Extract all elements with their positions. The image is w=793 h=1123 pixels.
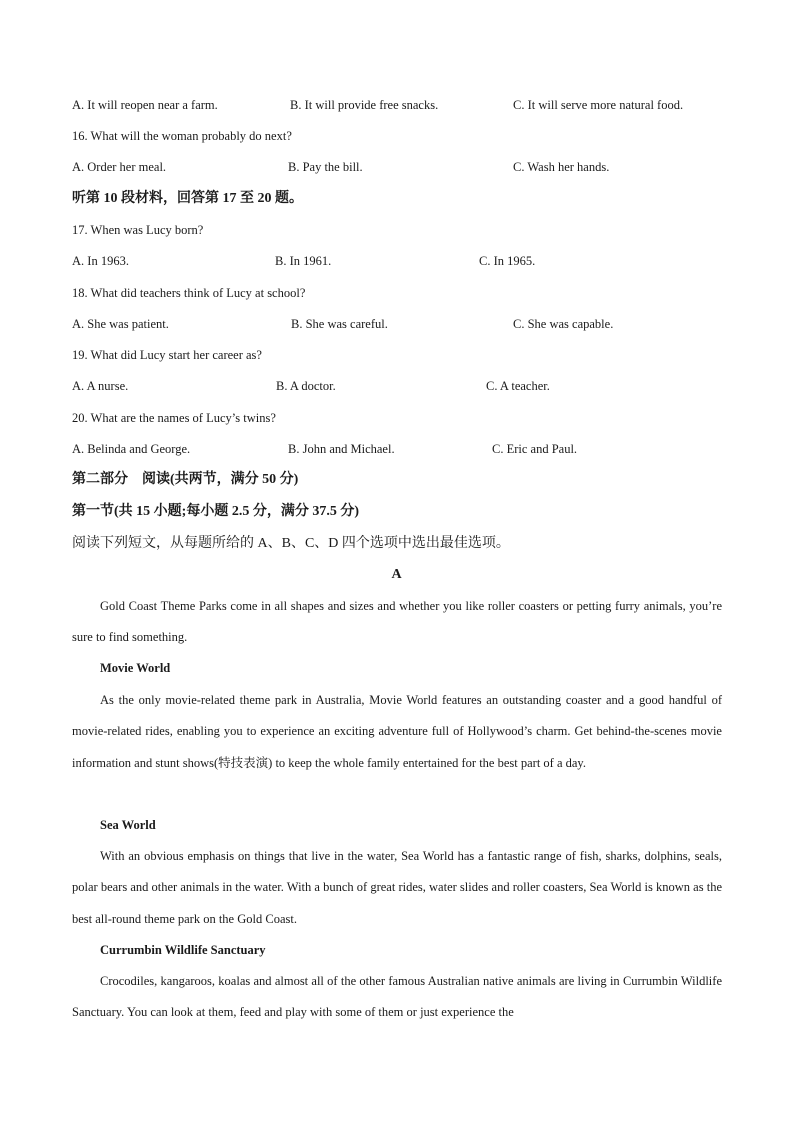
intro-paragraph: Gold Coast Theme Parks come in all shapes and sizes and whether you like roller coasters or petting furry animals, you’re sure to find something. <box>72 599 722 645</box>
q18-question: 18. What did teachers think of Lucy at school? <box>72 286 306 300</box>
q18-option-c: C. She was capable. <box>513 317 614 331</box>
reading-instruction: 阅读下列短文，从每题所给的 A、B、C、D 四个选项中选出最佳选项。 <box>72 536 510 551</box>
passage-label: A <box>391 567 402 582</box>
q17-option-c: C. In 1965. <box>479 254 536 268</box>
section1-heading: 第一节(共 15 小题;每小题 2.5 分，满分 37.5 分) <box>72 504 359 519</box>
movie-world-paragraph: As the only movie-related theme park in Australia, Movie World features an outstanding coaster and a good handful of movie-related rides, enabling you to experience an exciting adventure full of Hollywood’s charm. Get behind-the-scenes movie information and stunt shows(特技表演) to keep the whole family entertained for the best part of a day. <box>72 693 722 770</box>
q20-option-b: B. John and Michael. <box>288 442 395 456</box>
part2-heading: 第二部分 阅读(共两节，满分 50 分) <box>72 472 299 487</box>
q17-question: 17. When was Lucy born? <box>72 223 204 237</box>
q16-option-a: A. Order her meal. <box>72 160 167 174</box>
sea-world-paragraph: With an obvious emphasis on things that live in the water, Sea World has a fantastic range of fish, sharks, dolphins, seals, polar bears and other animals in the water. With a bunch of great rides, water slides and roller coasters, Sea World is known as the best all-round theme park on the Gold Coast. <box>72 849 722 926</box>
q17-option-a: A. In 1963. <box>72 254 129 268</box>
q16-question: 16. What will the woman probably do next? <box>72 129 292 143</box>
q20-option-c: C. Eric and Paul. <box>492 442 578 456</box>
q18-option-a: A. She was patient. <box>72 317 169 331</box>
q20-option-a: A. Belinda and George. <box>72 442 191 456</box>
sea-world-heading: Sea World <box>100 818 156 832</box>
q19-option-c: C. A teacher. <box>486 379 550 393</box>
q15-option-b: B. It will provide free snacks. <box>290 98 439 112</box>
q20-question: 20. What are the names of Lucy’s twins? <box>72 411 276 425</box>
movie-world-heading: Movie World <box>100 661 171 675</box>
currumbin-paragraph: Crocodiles, kangaroos, koalas and almost all of the other famous Australian native animals are living in Currumbin Wildlife Sanctuary. You can look at them, feed and play with some of them or just experience the <box>72 974 722 1020</box>
q19-option-a: A. A nurse. <box>72 379 129 393</box>
q16-option-b: B. Pay the bill. <box>288 160 363 174</box>
q17-option-b: B. In 1961. <box>275 254 332 268</box>
q15-option-c: C. It will serve more natural food. <box>513 98 684 112</box>
q19-option-b: B. A doctor. <box>276 379 336 393</box>
q16-option-c: C. Wash her hands. <box>513 160 610 174</box>
listening-instruction: 听第 10 段材料，回答第 17 至 20 题。 <box>72 191 303 206</box>
q18-option-b: B. She was careful. <box>291 317 388 331</box>
q15-option-a: A. It will reopen near a farm. <box>72 98 218 112</box>
q19-question: 19. What did Lucy start her career as? <box>72 348 262 362</box>
currumbin-heading: Currumbin Wildlife Sanctuary <box>100 943 266 957</box>
